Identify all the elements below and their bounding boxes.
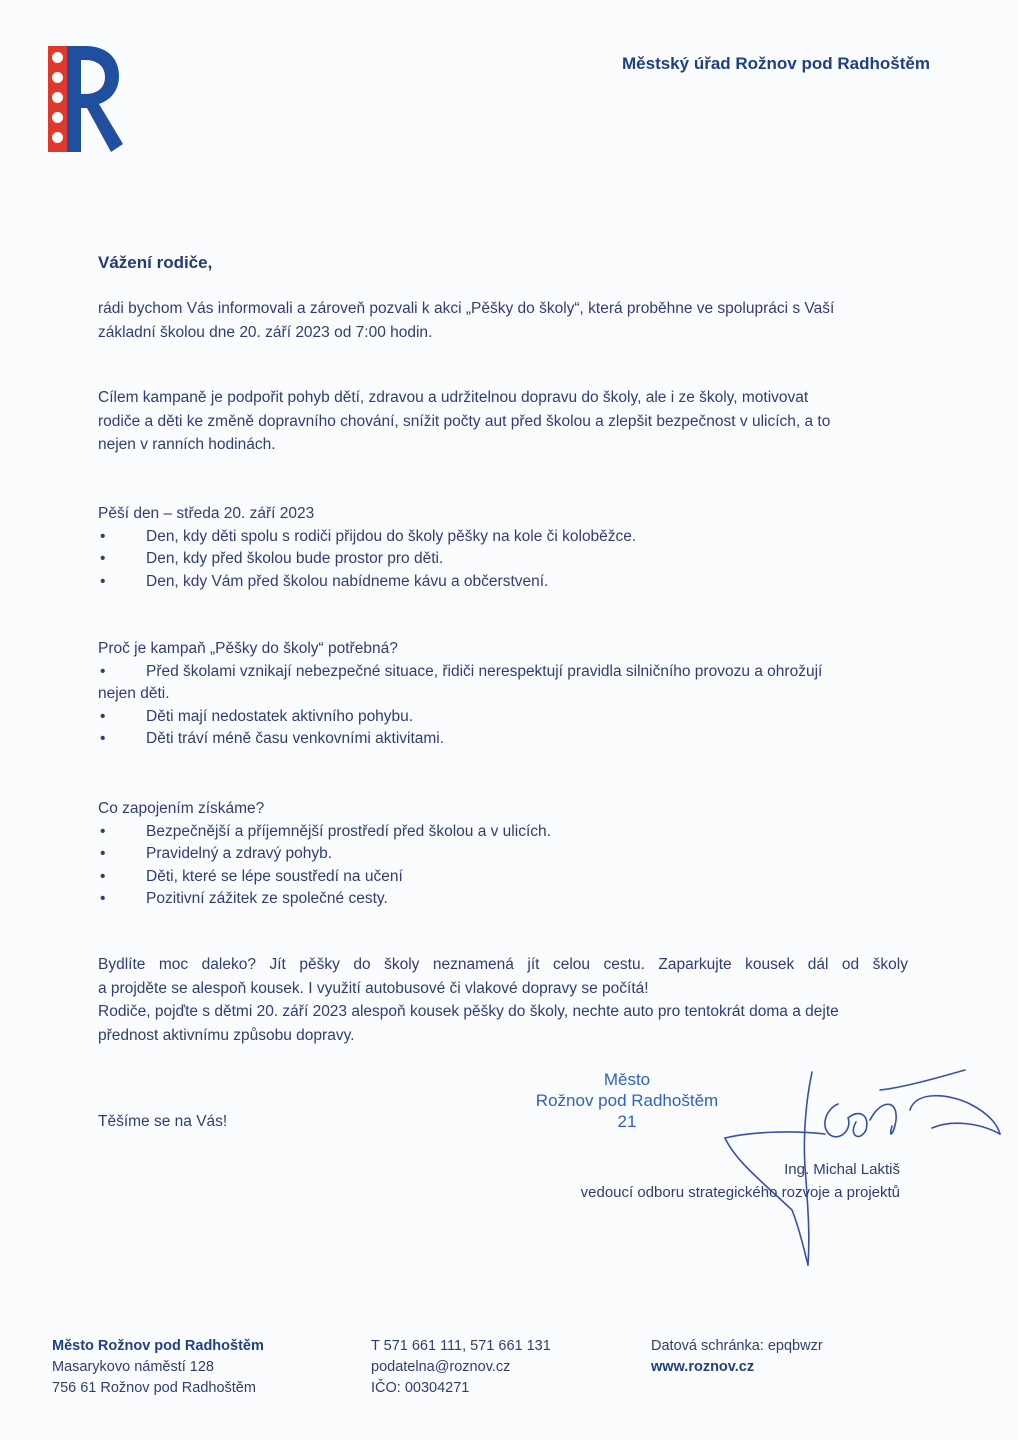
distance-paragraph: [98, 953, 908, 1047]
list-item-text: Děti mají nedostatek aktivního pohybu.: [146, 707, 414, 725]
text-line: rodiče a děti ke změně dopravního chování, snížit počty aut před školou a zlepšit bezpečnost v ulicích, a to: [98, 412, 831, 430]
logo-dot: [52, 52, 63, 63]
list-item-text: Děti, které se lépe soustředí na učení: [146, 867, 403, 885]
bullet-icon: •: [100, 572, 106, 590]
footer-contacts: [371, 1336, 551, 1399]
logo-dot: [52, 112, 63, 123]
goal-paragraph: [98, 386, 908, 457]
list-item-text-wrap: nejen děti.: [98, 685, 170, 702]
roznov-r-logo-icon: [67, 46, 123, 152]
closing: Těšíme se na Vás!: [98, 1113, 228, 1130]
bullet-icon: •: [100, 707, 106, 725]
list-item-text: Pravidelný a zdravý pohyb.: [146, 845, 333, 862]
section-benefits: [98, 798, 908, 911]
text-line: přednost aktivnímu způsobu dopravy.: [98, 1026, 355, 1044]
greeting: Vážení rodiče,: [98, 253, 213, 272]
footer-web: [651, 1336, 823, 1378]
section-why-needed: [98, 638, 908, 751]
list-item: [98, 866, 908, 889]
stamp-line: 21: [617, 1112, 637, 1131]
footer-org-name: Město Rožnov pod Radhoštěm: [52, 1338, 264, 1354]
stamp-line: Město: [603, 1070, 651, 1089]
logo-red-bar: [48, 46, 67, 152]
list-item-text: Bezpečnější a příjemnější prostředí před školou a v ulicích.: [146, 822, 551, 840]
signer-block: [581, 1158, 900, 1204]
footer-phone: T 571 661 111, 571 661 131: [371, 1338, 551, 1354]
intro-paragraph: [98, 297, 908, 344]
header-organization: Městský úřad Rožnov pod Radhoštěm: [622, 54, 930, 73]
section-title: Proč je kampaň „Pěšky do školy“ potřebná?: [98, 640, 398, 657]
list-item-text: Před školami vznikají nebezpečné situace, řidiči nerespektují pravidla silničního provozu a ohrožují: [146, 662, 823, 680]
section-title: Co zapojením získáme?: [98, 800, 265, 817]
text-line: základní školou dne 20. září 2023 od 7:00 hodin.: [98, 323, 433, 341]
text-line: rádi bychom Vás informovali a zároveň pozvali k akci „Pěšky do školy“, která proběhne ve spolupráci s Vaší: [98, 300, 835, 317]
footer-ico: IČO: 00304271: [371, 1380, 470, 1396]
footer-email[interactable]: podatelna@roznov.cz: [371, 1359, 511, 1375]
footer-street: Masarykovo náměstí 128: [52, 1359, 214, 1375]
bullet-icon: •: [100, 845, 106, 862]
list-item-text: Pozitivní zážitek ze společné cesty.: [146, 890, 388, 907]
bullet-icon: •: [100, 867, 106, 885]
signer-name: Ing. Michal Laktiš: [784, 1161, 900, 1178]
list-item: [98, 548, 908, 571]
text-line: Rodiče, pojďte s dětmi 20. září 2023 alespoň kousek pěšky do školy, nechte auto pro tentokrát doma a dejte: [98, 1003, 839, 1020]
list-item-text: Den, kdy děti spolu s rodiči přijdou do školy pěšky na kole či koloběžce.: [146, 527, 637, 545]
section-walking-day: [98, 503, 908, 593]
list-item-text: Den, kdy Vám před školou nabídneme kávu a občerstvení.: [146, 572, 549, 590]
bullet-icon: •: [100, 527, 106, 545]
bullet-icon: •: [100, 890, 106, 907]
list-item: [98, 706, 908, 729]
signer-role: vedoucí odboru strategického rozvoje a projektů: [580, 1184, 900, 1201]
bullet-icon: •: [100, 822, 106, 840]
logo-dot: [52, 132, 63, 143]
list-item: [98, 843, 908, 866]
logo-dot: [52, 72, 63, 83]
list-item-text: Den, kdy před školou bude prostor pro děti.: [146, 550, 444, 567]
city-logo: [48, 46, 122, 152]
official-stamp: [520, 1069, 734, 1132]
section-title: Pěší den – středa 20. září 2023: [98, 505, 315, 522]
bullet-icon: •: [100, 550, 106, 567]
bullet-icon: •: [100, 662, 106, 680]
text-line: nejen v ranních hodinách.: [98, 436, 276, 453]
footer-address: [52, 1336, 264, 1399]
list-item: [98, 821, 908, 844]
text-line: Bydlíte moc daleko? Jít pěšky do školy neznamená jít celou cestu. Zaparkujte kousek dál od školy: [98, 956, 908, 973]
footer-data-box: Datová schránka: epqbwzr: [651, 1338, 823, 1354]
list-item: [98, 661, 908, 684]
stamp-line: Rožnov pod Radhoštěm: [535, 1091, 719, 1110]
text-line: Cílem kampaně je podpořit pohyb dětí, zdravou a udržitelnou dopravu do školy, ale i ze školy, motivovat: [98, 389, 809, 406]
list-item: [98, 888, 908, 911]
text-line: a projděte se alespoň kousek. I využití autobusové či vlakové dopravy se počítá!: [98, 979, 649, 997]
list-item: [98, 571, 908, 594]
list-item-text: Děti tráví méně času venkovními aktivitami.: [146, 730, 445, 747]
footer-website-link[interactable]: www.roznov.cz: [651, 1359, 755, 1375]
list-item: [98, 728, 908, 751]
list-item: [98, 526, 908, 549]
footer-city: 756 61 Rožnov pod Radhoštěm: [52, 1380, 256, 1396]
logo-dot: [52, 92, 63, 103]
bullet-icon: •: [100, 730, 106, 747]
